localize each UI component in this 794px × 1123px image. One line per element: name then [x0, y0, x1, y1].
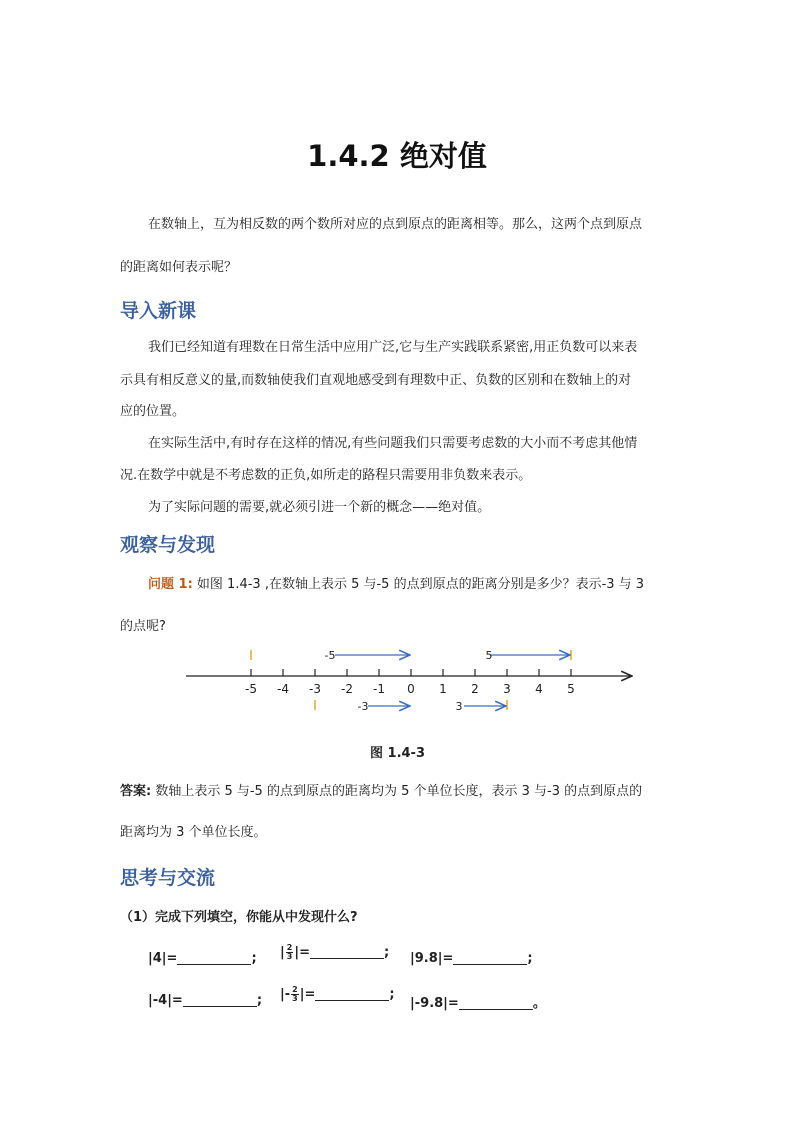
abs-neg-9-8-label: |-9.8|=	[410, 996, 459, 1011]
section-heading-think: 思考与交流	[120, 867, 216, 889]
para-2-line-2: 况.在数学中就是不考虑数的正负,如所走的路程只需要用非负数来表示。	[120, 468, 532, 483]
tick-label: 2	[471, 682, 479, 696]
number-line-figure	[180, 640, 640, 720]
tick-label: -5	[245, 682, 257, 696]
intro-line-2: 的距离如何表示呢？	[120, 260, 238, 275]
answer-text: 数轴上表示 5 与-5 的点到原点的距离均为 5 个单位长度，表示 3 与-3 的点到原点的	[151, 784, 643, 799]
abs-9-8-label: |9.8|=	[410, 951, 454, 966]
tick-label: -2	[341, 682, 353, 696]
abs-bar-equals: |=	[299, 987, 316, 1002]
fraction-two-thirds	[291, 986, 299, 1003]
abs-neg4-label: |-4|=	[148, 993, 183, 1008]
tick-label: 1	[439, 682, 447, 696]
fraction-denominator: 3	[286, 952, 293, 961]
answer-line-2: 距离均为 3 个单位长度。	[120, 825, 267, 840]
separator: ;	[383, 945, 390, 960]
abs-9-8-blank[interactable]	[453, 950, 527, 965]
fill-row-2	[0, 985, 794, 1014]
abs-neg-two-thirds-blank[interactable]	[315, 986, 389, 1001]
abs-bar-equals: |=	[294, 945, 310, 960]
arrow-label-pos5: 5	[485, 649, 493, 662]
abs-two-thirds-item	[280, 944, 389, 961]
section-heading-intro: 导入新课	[120, 300, 197, 322]
fraction-two-thirds	[286, 944, 294, 961]
fraction-numerator: 2	[286, 943, 293, 952]
page-title: 1.4.2 绝对值	[307, 139, 487, 173]
para-2-line-1: 在实际生活中,有时存在这样的情况,有些问题我们只需要考虑数的大小而不考虑其他情	[148, 436, 638, 451]
abs-neg4-item	[148, 992, 262, 1008]
figure-caption: 图 1.4-3	[370, 746, 425, 761]
abs-4-blank[interactable]	[177, 950, 251, 965]
para-1-line-3: 应的位置。	[120, 404, 186, 419]
arrow-label-neg3: -3	[357, 700, 369, 713]
tick-label: -4	[277, 682, 289, 696]
abs-neg-two-thirds-item	[280, 986, 395, 1003]
answer-line-1	[120, 782, 642, 802]
tick-label: 0	[407, 682, 415, 696]
abs-4-label: |4|=	[148, 951, 178, 966]
section-heading-observe: 观察与发现	[120, 534, 216, 556]
abs-neg4-blank[interactable]	[183, 992, 257, 1007]
fraction-denominator: 3	[292, 994, 298, 1003]
question-text: 如图 1.4-3 ,在数轴上表示 5 与-5 的点到原点的距离分别是多少？表示-3 与 3	[192, 577, 645, 592]
separator: ;	[251, 951, 257, 966]
separator: ;	[389, 987, 395, 1002]
tick-label: 4	[535, 682, 543, 696]
question-line-1	[148, 575, 644, 595]
tick-label: -3	[309, 682, 321, 696]
number-line-ticks	[245, 669, 575, 696]
arrow-label-neg5: -5	[324, 649, 336, 662]
separator: ;	[256, 993, 263, 1008]
para-1-line-2: 示具有相反意义的量,而数轴使我们直观地感受到有理数中正、负数的区别和在数轴上的对	[120, 373, 632, 388]
tick-label: 3	[503, 682, 511, 696]
fraction-numerator: 2	[292, 985, 298, 994]
intro-line-1: 在数轴上，互为相反数的两个数所对应的点到原点的距离相等。那么，这两个点到原点	[148, 217, 643, 232]
answer-label: 答案:	[120, 784, 152, 799]
arrow-label-pos3: 3	[455, 700, 463, 713]
para-3-line-1: 为了实际问题的需要,就必须引进一个新的概念——绝对值。	[148, 500, 491, 515]
para-1-line-1: 我们已经知道有理数在日常生活中应用广泛,它与生产实践联系紧密,用正负数可以来表	[148, 340, 638, 355]
abs-4-item	[148, 950, 257, 966]
abs-9-8-item	[410, 950, 533, 966]
abs-bar: |	[280, 945, 285, 960]
question-line-2: 的点呢?	[120, 619, 166, 634]
abs-neg-9-8-item	[410, 992, 546, 1011]
tick-label: -1	[373, 682, 385, 696]
fill-row-1	[0, 943, 794, 972]
tick-label: 5	[567, 682, 575, 696]
separator: ;	[527, 951, 533, 966]
abs-bar-neg: |-	[280, 987, 291, 1002]
abs-neg-9-8-blank[interactable]	[459, 995, 533, 1010]
question-label: 问题 1:	[148, 577, 193, 592]
full-stop: 。	[532, 996, 546, 1011]
abs-two-thirds-blank[interactable]	[310, 944, 384, 959]
exercise-prompt: （1）完成下列填空，你能从中发现什么?	[120, 910, 358, 925]
